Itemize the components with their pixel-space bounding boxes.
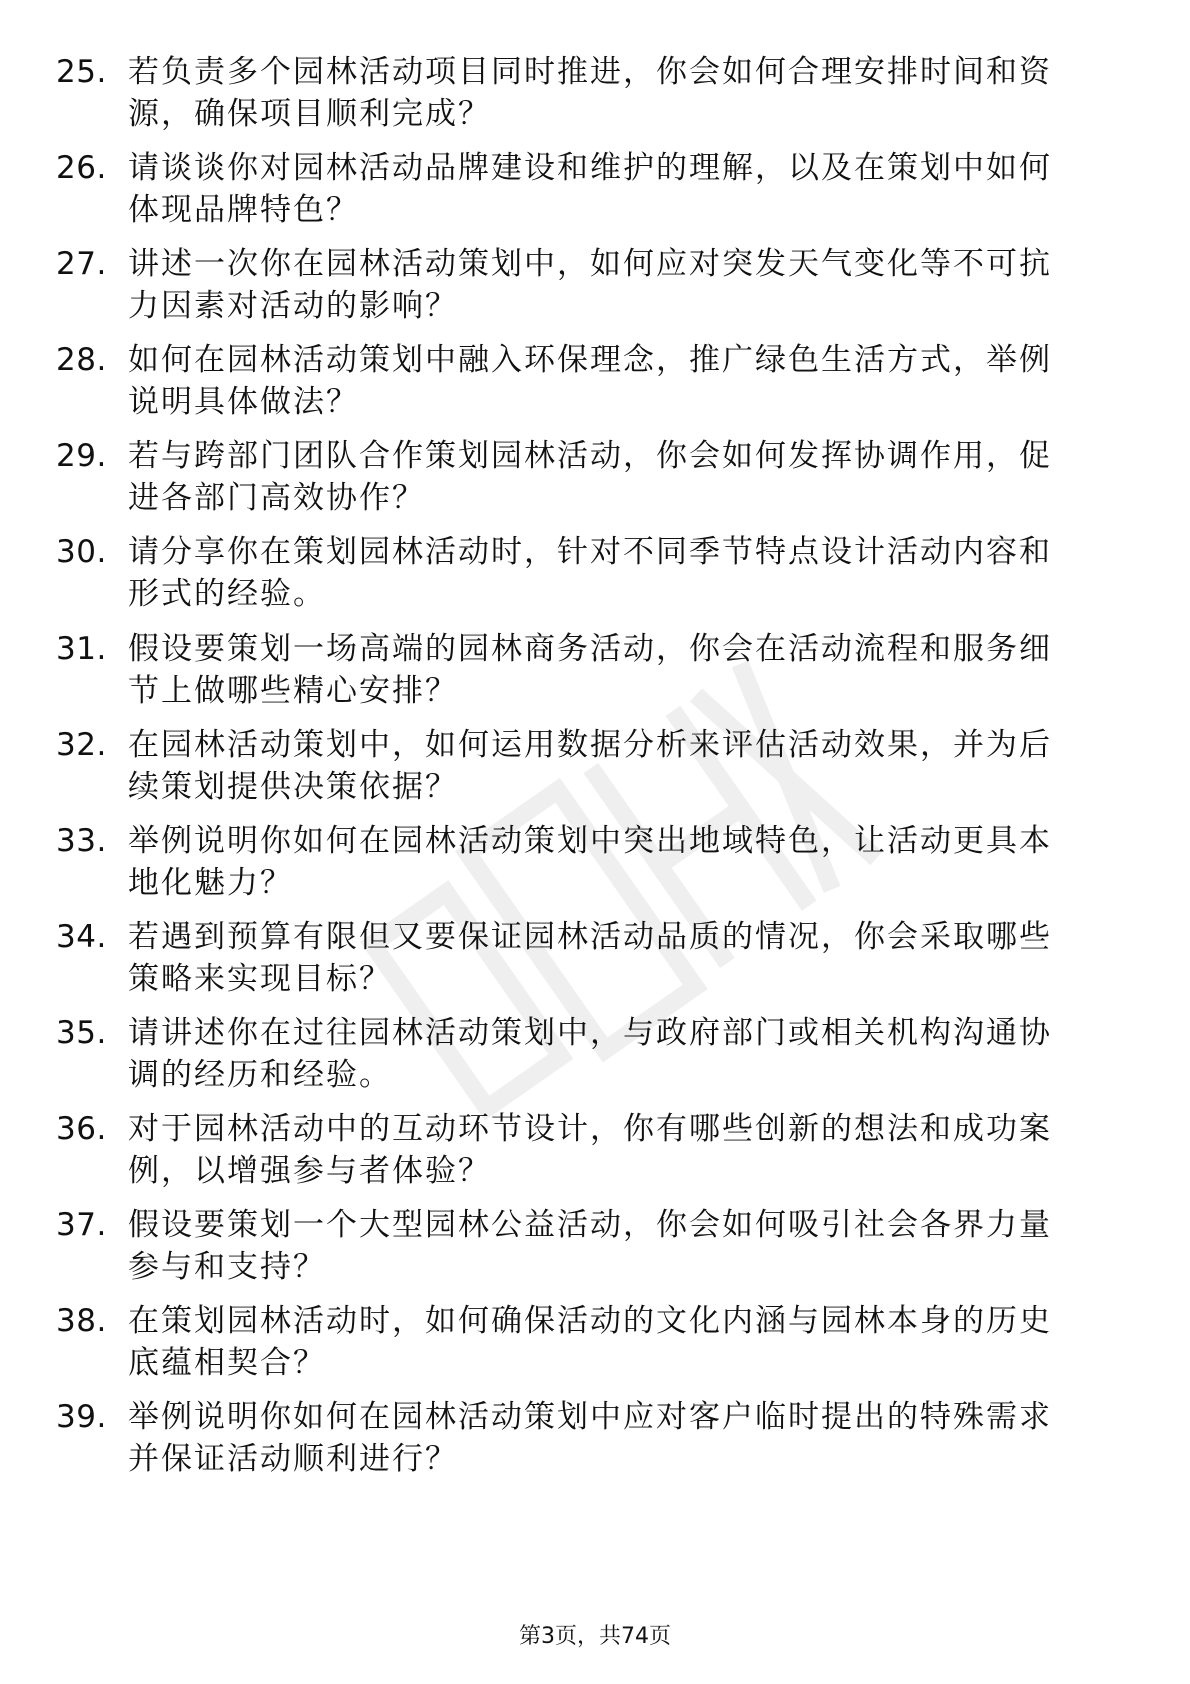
question-text: 对于园林活动中的互动环节设计，你有哪些创新的想法和成功案 例，以增强参与者体验？: [128, 1111, 1052, 1189]
question-text: 假设要策划一场高端的园林商务活动，你会在活动流程和服务细 节上做哪些精心安排？: [128, 631, 1052, 709]
question-item: [0, 628, 1190, 718]
question-number: 33.: [56, 823, 107, 859]
question-number: 39.: [56, 1399, 107, 1435]
question-text: 请谈谈你对园林活动品牌建设和维护的理解，以及在策划中如何 体现品牌特色？: [128, 150, 1052, 228]
question-text: 在策划园林活动时，如何确保活动的文化内涵与园林本身的历史 底蕴相契合？: [128, 1303, 1052, 1381]
question-number: 27.: [56, 246, 107, 282]
question-number: 36.: [56, 1111, 107, 1147]
question-text: 假设要策划一个大型园林公益活动，你会如何吸引社会各界力量 参与和支持？: [128, 1207, 1052, 1285]
question-text: 若遇到预算有限但又要保证园林活动品质的情况，你会采取哪些 策略来实现目标？: [128, 919, 1052, 997]
question-text: 举例说明你如何在园林活动策划中应对客户临时提出的特殊需求 并保证活动顺利进行？: [128, 1399, 1052, 1477]
question-text: 如何在园林活动策划中融入环保理念，推广绿色生活方式，举例 说明具体做法？: [128, 342, 1052, 420]
question-item: [0, 724, 1190, 814]
question-item: [0, 1396, 1190, 1486]
question-number: 34.: [56, 919, 107, 955]
question-item: [0, 820, 1190, 910]
question-item: [0, 916, 1190, 1006]
page-number-indicator: 第3页，共74页: [519, 1624, 671, 1649]
question-item: [0, 435, 1190, 525]
question-item: [0, 1300, 1190, 1390]
question-number: 26.: [56, 150, 107, 186]
question-text: 举例说明你如何在园林活动策划中突出地域特色，让活动更具本 地化魅力？: [128, 823, 1052, 901]
question-item: [0, 1012, 1190, 1102]
question-number: 32.: [56, 727, 107, 763]
question-number: 37.: [56, 1207, 107, 1243]
question-number: 29.: [56, 438, 107, 474]
question-text: 在园林活动策划中，如何运用数据分析来评估活动效果，并为后 续策划提供决策依据？: [128, 727, 1052, 805]
question-number: 31.: [56, 631, 107, 667]
question-text: 请分享你在策划园林活动时，针对不同季节特点设计活动内容和 形式的经验。: [128, 534, 1052, 612]
question-item: [0, 243, 1190, 333]
question-item: [0, 1204, 1190, 1294]
question-item: [0, 51, 1190, 141]
question-item: [0, 531, 1190, 621]
question-number: 35.: [56, 1015, 107, 1051]
question-item: [0, 1108, 1190, 1198]
question-item: [0, 147, 1190, 237]
question-text: 讲述一次你在园林活动策划中，如何应对突发天气变化等不可抗 力因素对活动的影响？: [128, 246, 1052, 324]
question-item: [0, 339, 1190, 429]
page-footer: [0, 1623, 1190, 1651]
question-number: 28.: [56, 342, 107, 378]
question-number: 38.: [56, 1303, 107, 1339]
question-number: 25.: [56, 54, 107, 90]
question-number: 30.: [56, 534, 107, 570]
question-text: 请讲述你在过往园林活动策划中，与政府部门或相关机构沟通协 调的经历和经验。: [128, 1015, 1052, 1093]
question-text: 若与跨部门团队合作策划园林活动，你会如何发挥协调作用，促 进各部门高效协作？: [128, 438, 1052, 516]
question-text: 若负责多个园林活动项目同时推进，你会如何合理安排时间和资 源，确保项目顺利完成？: [128, 54, 1052, 132]
